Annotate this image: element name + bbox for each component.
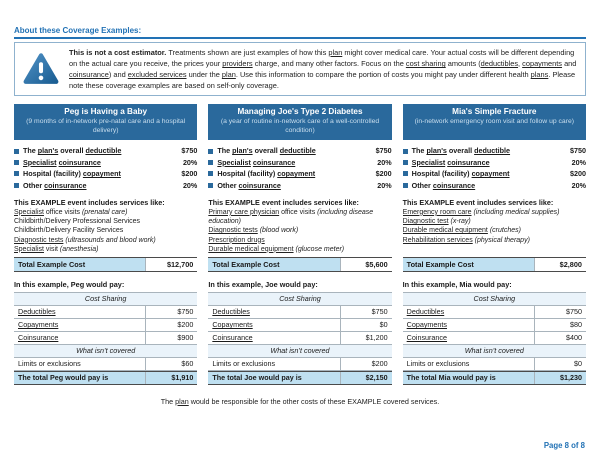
param-row xyxy=(208,146,391,155)
services-heading: This EXAMPLE event includes services like: xyxy=(402,197,554,207)
coinsurance-value: $1,200 xyxy=(340,332,392,344)
glossary-term-link[interactable]: plan xyxy=(175,396,189,406)
example-header xyxy=(208,104,391,140)
text-segment: The xyxy=(23,146,38,156)
bullet-square-icon xyxy=(208,149,213,154)
cost-sharing-subheader: Cost Sharing xyxy=(208,293,391,306)
total-example-cost-row xyxy=(208,257,391,272)
param-label xyxy=(23,181,157,190)
example-subtitle: (a year of routine in-network care of a well-controlled condition) xyxy=(220,118,380,134)
glossary-term-link[interactable]: copayment xyxy=(471,169,510,179)
disclaimer-text xyxy=(69,47,577,91)
total-example-cost-value: $2,800 xyxy=(534,258,586,271)
glossary-term-link[interactable]: plan's xyxy=(426,146,447,156)
glossary-term-link[interactable]: Diagnostic tests xyxy=(208,227,258,235)
text-segment: Hospital (facility) xyxy=(217,169,278,179)
service-line xyxy=(208,245,391,254)
table-row xyxy=(14,332,197,345)
glossary-term-link[interactable]: Durable medical equipment xyxy=(402,227,488,235)
param-value: 20% xyxy=(377,180,392,190)
text-segment: visit xyxy=(43,245,60,253)
param-row xyxy=(208,169,391,178)
param-value: $750 xyxy=(569,146,586,156)
not-covered-subheader: What isn’t covered xyxy=(403,345,586,358)
example-header xyxy=(14,104,197,140)
param-label xyxy=(412,181,546,190)
services-heading: This EXAMPLE event includes services like: xyxy=(208,197,359,207)
param-value: $200 xyxy=(375,169,392,179)
services-list xyxy=(403,208,586,255)
not-covered-subheader: What isn’t covered xyxy=(14,345,197,358)
cost-sharing-subheader: Cost Sharing xyxy=(403,293,586,306)
param-value: 20% xyxy=(182,157,198,167)
glossary-term-link[interactable]: deductibles xyxy=(480,59,519,69)
limits-value: $60 xyxy=(145,358,197,370)
param-label xyxy=(23,146,157,155)
coverage-example-peg xyxy=(14,104,197,384)
glossary-term-link[interactable]: deductible xyxy=(279,146,316,156)
page-number: Page 8 of 8 xyxy=(543,441,585,450)
service-line xyxy=(403,226,586,235)
total-example-cost-value: $12,700 xyxy=(145,258,197,271)
service-line xyxy=(403,236,586,245)
glossary-term-link[interactable]: plan's xyxy=(37,146,59,156)
service-line xyxy=(14,236,197,245)
example-header xyxy=(403,104,586,140)
total-pay-label: The total Mia would pay is xyxy=(406,373,496,383)
table-row xyxy=(208,358,391,371)
bullet-square-icon xyxy=(208,171,213,176)
pay-heading: In this example, Peg would pay: xyxy=(14,279,125,289)
table-row xyxy=(403,319,586,332)
text-segment: and xyxy=(562,59,577,69)
plan-parameters xyxy=(208,146,391,189)
total-pay-row xyxy=(403,371,586,385)
total-example-cost-label: Total Example Cost xyxy=(14,258,145,271)
param-value: 20% xyxy=(571,157,586,167)
glossary-term-link[interactable]: Rehabilitation services xyxy=(402,236,473,244)
text-segment: amounts ( xyxy=(445,59,481,69)
deductibles-value: $750 xyxy=(340,306,392,318)
text-segment: . Please note these coverage examples are based on self-only coverage. xyxy=(69,70,576,91)
text-segment: Other xyxy=(217,180,239,190)
table-row xyxy=(403,306,586,319)
bullet-square-icon xyxy=(403,171,408,176)
footer-note xyxy=(14,397,586,406)
total-pay-row xyxy=(208,371,391,385)
example-subtitle: (in-network emergency room visit and follow up care) xyxy=(414,118,575,126)
coinsurance-value: $400 xyxy=(534,332,586,344)
param-row xyxy=(208,158,391,167)
text-segment: overall xyxy=(446,146,475,156)
bullet-square-icon xyxy=(14,160,19,165)
text-segment: under the xyxy=(186,70,222,80)
param-label xyxy=(217,181,351,190)
total-example-cost-label: Total Example Cost xyxy=(208,258,339,271)
param-row xyxy=(403,169,586,178)
service-line xyxy=(403,217,586,226)
copayments-value: $0 xyxy=(340,319,392,331)
service-line xyxy=(208,226,391,235)
glossary-term-link[interactable]: Specialist xyxy=(23,157,57,167)
glossary-term-link[interactable]: plan's xyxy=(232,146,253,156)
copayments-label[interactable]: Copayments xyxy=(212,320,253,330)
limits-label: Limits or exclusions xyxy=(18,359,81,369)
param-label xyxy=(217,158,351,167)
text-segment: (blood work) xyxy=(259,227,299,235)
text-segment: The xyxy=(217,146,233,156)
bullet-square-icon xyxy=(14,171,19,176)
param-row xyxy=(403,181,586,190)
text-segment: (including disease education) xyxy=(208,208,374,226)
cost-sharing-table xyxy=(208,292,391,385)
text-segment: (physical therapy) xyxy=(474,236,530,244)
param-row xyxy=(208,181,391,190)
coinsurance-label[interactable]: Coinsurance xyxy=(406,333,448,343)
total-pay-label: The total Peg would pay is xyxy=(18,373,109,383)
cost-sharing-table xyxy=(403,292,586,385)
deductibles-value: $750 xyxy=(534,306,586,318)
copayments-value: $80 xyxy=(534,319,586,331)
param-value: 20% xyxy=(377,157,392,167)
text-segment: Childbirth/Delivery Facility Services xyxy=(14,227,124,235)
text-segment: Treatments shown are just examples of how this xyxy=(168,48,329,57)
coverage-examples-row xyxy=(14,104,586,384)
glossary-term-link[interactable]: copayments xyxy=(522,59,563,69)
coverage-example-joe xyxy=(208,104,391,384)
bullet-square-icon xyxy=(14,183,19,188)
param-row xyxy=(14,146,197,155)
disclaimer-box xyxy=(14,42,586,96)
glossary-term-link[interactable]: Diagnostic tests xyxy=(14,236,64,244)
table-row xyxy=(14,306,197,319)
glossary-term-link[interactable]: Specialist xyxy=(411,157,446,167)
text-segment: Childbirth/Delivery Professional Services xyxy=(14,218,141,226)
glossary-term-link[interactable]: plan xyxy=(328,48,343,57)
text-segment: (ultrasounds and blood work) xyxy=(65,236,156,244)
example-title: Peg is Having a Baby xyxy=(64,107,148,117)
param-value: $750 xyxy=(375,146,392,156)
services-list xyxy=(208,208,391,255)
text-segment: Hospital (facility) xyxy=(411,169,472,179)
param-value: $750 xyxy=(181,146,198,156)
table-row xyxy=(403,358,586,371)
param-row xyxy=(14,158,197,167)
glossary-term-link[interactable]: cost sharing xyxy=(405,59,446,69)
text-segment: would be responsible for the other costs of these EXAMPLE covered services. xyxy=(188,396,440,406)
param-label xyxy=(217,169,351,178)
param-value: 20% xyxy=(182,180,198,190)
text-segment: , xyxy=(518,59,523,69)
param-row xyxy=(14,169,197,178)
bullet-square-icon xyxy=(14,149,19,154)
glossary-term-link[interactable]: excluded services xyxy=(127,70,187,80)
glossary-term-link[interactable]: Diagnostic test xyxy=(402,218,449,226)
param-value: $200 xyxy=(569,169,586,179)
text-segment: The xyxy=(411,146,427,156)
example-title: Managing Joe's Type 2 Diabetes xyxy=(237,107,363,117)
glossary-term-link[interactable]: coinsurance xyxy=(58,157,101,167)
glossary-term-link[interactable]: Durable medical equipment xyxy=(208,245,294,253)
bullet-square-icon xyxy=(403,149,408,154)
glossary-term-link[interactable]: coinsurance xyxy=(447,157,490,167)
text-segment: (glucose meter) xyxy=(295,245,345,253)
text-segment: This is not a cost estimator. xyxy=(69,48,169,57)
example-title: Mia's Simple Fracture xyxy=(452,107,537,117)
param-value: 20% xyxy=(571,180,586,190)
coverage-example-mia xyxy=(403,104,586,384)
text-segment: overall xyxy=(58,146,86,156)
text-segment: Other xyxy=(23,180,45,190)
glossary-term-link[interactable]: plan xyxy=(221,70,236,80)
glossary-term-link[interactable]: coinsurance xyxy=(238,180,281,190)
glossary-term-link[interactable]: deductible xyxy=(474,146,511,156)
deductibles-label[interactable]: Deductibles xyxy=(212,307,250,317)
param-label xyxy=(412,146,546,155)
table-row xyxy=(14,319,197,332)
text-segment: ) and xyxy=(108,70,128,80)
copayments-label[interactable]: Copayments xyxy=(406,320,448,330)
deductibles-value: $750 xyxy=(145,306,197,318)
glossary-term-link[interactable]: copayment xyxy=(82,169,121,179)
page-title: About these Coverage Examples: xyxy=(14,26,586,39)
text-segment: (x-ray) xyxy=(450,218,471,226)
limits-value: $200 xyxy=(340,358,392,370)
service-line xyxy=(14,208,197,217)
total-pay-value: $2,150 xyxy=(340,372,392,384)
deductibles-label[interactable]: Deductibles xyxy=(406,307,445,317)
param-row xyxy=(403,146,586,155)
text-segment: (including medical supplies) xyxy=(473,208,560,216)
param-row xyxy=(403,158,586,167)
glossary-term-link[interactable]: coinsurance xyxy=(432,180,476,190)
glossary-term-link[interactable]: coinsurance xyxy=(69,70,109,80)
glossary-term-link[interactable]: deductible xyxy=(85,146,122,156)
glossary-term-link[interactable]: coinsurance xyxy=(44,180,87,190)
glossary-term-link[interactable]: plans xyxy=(530,70,549,80)
service-line xyxy=(14,217,197,226)
coinsurance-label[interactable]: Coinsurance xyxy=(18,333,59,343)
pay-heading: In this example, Mia would pay: xyxy=(402,279,512,289)
text-segment: charge, and many other factors. Focus on the xyxy=(252,59,406,69)
service-line xyxy=(14,226,197,235)
text-segment: Other xyxy=(411,180,433,190)
text-segment: Hospital (facility) xyxy=(23,169,83,179)
text-segment: overall xyxy=(252,146,280,156)
text-segment: The xyxy=(160,396,176,406)
limits-label: Limits or exclusions xyxy=(406,359,470,369)
table-row xyxy=(208,306,391,319)
total-example-cost-row xyxy=(403,257,586,272)
total-example-cost-label: Total Example Cost xyxy=(403,258,534,271)
param-label xyxy=(23,169,157,178)
param-row xyxy=(14,181,197,190)
text-segment: office visits xyxy=(279,208,318,216)
glossary-term-link[interactable]: providers xyxy=(222,59,253,69)
text-segment: (crutches) xyxy=(489,227,521,235)
text-segment: office visits xyxy=(43,208,82,216)
glossary-term-link[interactable]: Emergency room care xyxy=(402,208,472,216)
glossary-term-link[interactable]: copayment xyxy=(277,169,316,179)
table-row xyxy=(208,319,391,332)
glossary-term-link[interactable]: coinsurance xyxy=(252,157,296,167)
text-segment: (anesthesia) xyxy=(59,245,99,253)
param-label xyxy=(412,169,546,178)
text-segment: . Use this information to compare the portion of costs you might pay under different health xyxy=(235,70,531,80)
glossary-term-link[interactable]: Specialist xyxy=(217,157,251,167)
table-row xyxy=(14,358,197,371)
services-list xyxy=(14,208,197,255)
text-segment: might cover medical care. Your actual costs will be different depending on the actual care you receive, the prices your xyxy=(69,48,575,69)
table-row xyxy=(403,332,586,345)
example-subtitle: (9 months of in-network pre-natal care and a hospital delivery) xyxy=(26,118,186,134)
total-pay-value: $1,910 xyxy=(145,372,197,384)
copayments-value: $200 xyxy=(145,319,197,331)
warning-triangle-icon xyxy=(21,52,61,86)
total-pay-value: $1,230 xyxy=(534,372,586,384)
param-label xyxy=(23,158,157,167)
plan-parameters xyxy=(14,146,197,189)
table-row xyxy=(208,332,391,345)
bullet-square-icon xyxy=(208,160,213,165)
services-heading: This EXAMPLE event includes services like: xyxy=(14,197,165,207)
text-segment: (prenatal care) xyxy=(81,208,128,216)
not-covered-subheader: What isn’t covered xyxy=(208,345,391,358)
glossary-term-link[interactable]: Specialist xyxy=(14,208,44,216)
service-line xyxy=(14,245,197,254)
cost-sharing-subheader: Cost Sharing xyxy=(14,293,197,306)
coinsurance-label[interactable]: Coinsurance xyxy=(212,333,253,343)
deductibles-label[interactable]: Deductibles xyxy=(18,307,56,317)
bullet-square-icon xyxy=(403,160,408,165)
total-example-cost-row xyxy=(14,257,197,272)
glossary-term-link[interactable]: Primary care physician xyxy=(208,208,280,216)
total-pay-row xyxy=(14,371,197,385)
limits-value: $0 xyxy=(534,358,586,370)
glossary-term-link[interactable]: Specialist xyxy=(14,245,44,253)
copayments-label[interactable]: Copayments xyxy=(18,320,59,330)
glossary-term-link[interactable]: Prescription drugs xyxy=(208,236,265,244)
service-line xyxy=(403,208,586,217)
limits-label: Limits or exclusions xyxy=(212,359,276,369)
total-example-cost-value: $5,600 xyxy=(340,258,392,271)
param-label xyxy=(412,158,546,167)
coinsurance-value: $900 xyxy=(145,332,197,344)
service-line xyxy=(208,208,391,226)
param-label xyxy=(217,146,351,155)
cost-sharing-table xyxy=(14,292,197,385)
total-pay-label: The total Joe would pay is xyxy=(212,373,302,383)
param-value: $200 xyxy=(181,169,198,179)
service-line xyxy=(208,236,391,245)
pay-heading: In this example, Joe would pay: xyxy=(208,279,318,289)
plan-parameters xyxy=(403,146,586,189)
bullet-square-icon xyxy=(403,183,408,188)
bullet-square-icon xyxy=(208,183,213,188)
